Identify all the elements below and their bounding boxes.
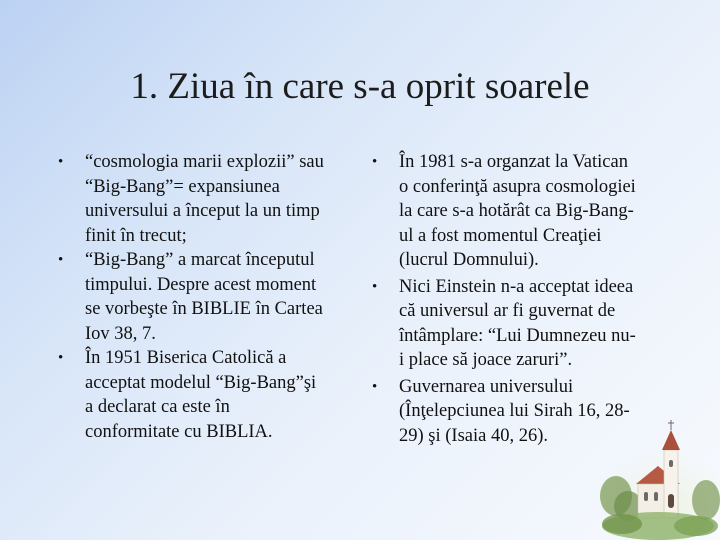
bullet-text-line: acceptat modelul “Big-Bang”şi bbox=[85, 372, 317, 393]
bullet-text-line: 29) şi (Isaia 40, 26). bbox=[399, 425, 548, 446]
bullet-text-line: a declarat ca este în bbox=[85, 397, 230, 417]
bush-shape bbox=[602, 514, 642, 534]
bush-shape bbox=[674, 516, 718, 536]
bullet-item bbox=[372, 150, 672, 273]
bullet-text-line: i place să joace zaruri”. bbox=[399, 350, 573, 370]
bullet-text-line: În 1951 Biserica Catolică a bbox=[85, 348, 287, 368]
bullet-item bbox=[58, 346, 358, 444]
bullet-text-line: conformitate cu BIBLIA. bbox=[85, 421, 273, 442]
bullet-item bbox=[372, 275, 672, 373]
bullet-text-line: Iov 38, 7. bbox=[85, 323, 156, 344]
slide-title: 1. Ziua în care s-a oprit soarele bbox=[130, 66, 590, 107]
tree-shape bbox=[692, 480, 720, 520]
bullet-text-line: “cosmologia marii explozii” sau bbox=[85, 152, 324, 172]
bullet-text-line: “Big-Bang” a marcat începutul bbox=[85, 250, 315, 270]
left-bullet-list bbox=[58, 150, 358, 444]
bullet-item bbox=[58, 150, 358, 248]
bullet-icon: • bbox=[372, 154, 378, 170]
bullet-text-line: o conferinţă asupra cosmologiei bbox=[399, 176, 636, 197]
bullet-text-line: la care s-a hotărât ca Big-Bang- bbox=[399, 201, 634, 221]
bullet-text-line: că universul ar fi guvernat de bbox=[399, 301, 616, 321]
bullet-text-line: ul a fost momentul Creaţiei bbox=[399, 225, 602, 246]
bullet-text-line: universului a început la un timp bbox=[85, 201, 320, 221]
bullet-text-line: întâmplare: “Lui Dumnezeu nu- bbox=[399, 325, 636, 346]
bullet-text-line: Guvernarea universului bbox=[399, 376, 574, 397]
bullet-text-line: (Înţelepciunea lui Sirah 16, 28- bbox=[399, 401, 630, 421]
bullet-text-line: Nici Einstein n-a acceptat ideea bbox=[399, 276, 634, 297]
bullet-text-line: În 1981 s-a organzat la Vatican bbox=[399, 152, 628, 172]
bullet-icon: • bbox=[58, 350, 64, 366]
bullet-text-line: “Big-Bang”= expansiunea bbox=[85, 176, 280, 197]
bullet-icon: • bbox=[372, 278, 378, 295]
right-bullet-list bbox=[372, 150, 672, 448]
bullet-item bbox=[58, 248, 358, 346]
church-illustration bbox=[598, 414, 720, 540]
bullet-icon: • bbox=[58, 154, 64, 170]
bullet-icon: • bbox=[58, 252, 64, 268]
bullet-text-line: timpului. Despre acest moment bbox=[85, 274, 317, 295]
bullet-text-line: se vorbeşte în BIBLIE în Cartea bbox=[85, 299, 323, 319]
bullet-text-line: (lucrul Domnului). bbox=[399, 250, 539, 270]
bullet-text-line: finit în trecut; bbox=[85, 225, 187, 246]
bullet-icon: • bbox=[372, 378, 378, 395]
